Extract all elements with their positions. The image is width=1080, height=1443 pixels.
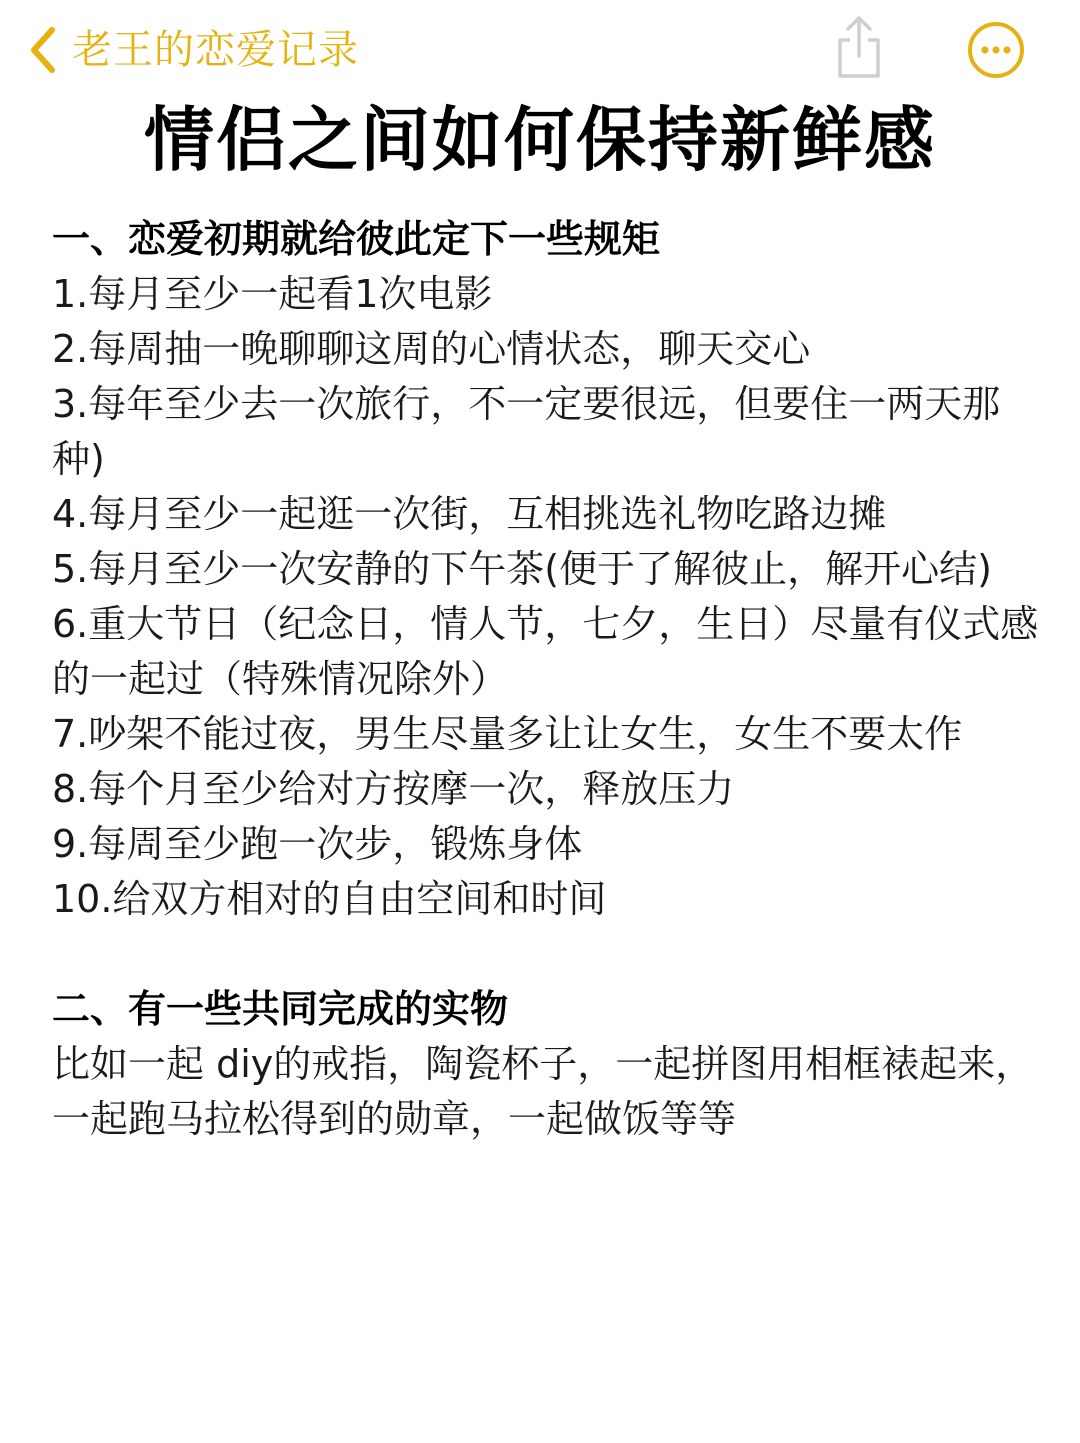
more-icon: [966, 65, 1026, 84]
list-item: 3.每年至少去一次旅行，不一定要很远，但要住一两天那种): [52, 382, 1001, 481]
list-item: 7.吵架不能过夜，男生尽量多让让女生，女生不要太作: [52, 712, 963, 756]
list-item: 2.每周抽一晚聊聊这周的心情状态，聊天交心: [52, 327, 811, 371]
more-button[interactable]: [966, 20, 1026, 80]
back-button-label: 老王的恋爱记录: [72, 27, 359, 73]
section-heading: 二、有一些共同完成的实物: [52, 987, 509, 1031]
share-button[interactable]: [832, 14, 886, 80]
list-item: 6.重大节日（纪念日，情人节，七夕，生日）尽量有仪式感的一起过（特殊情况除外）: [52, 602, 1039, 701]
section-body-text: 比如一起 diy的戒指，陶瓷杯子，一起拼图用相框裱起来，一起跑马拉松得到的勋章，一起做饭等等: [52, 1042, 1034, 1141]
list-item: 9.每周至少跑一次步，锻炼身体: [52, 822, 583, 866]
list-item: 4.每月至少一起逛一次街，互相挑选礼物吃路边摊: [52, 492, 887, 536]
section-heading: 一、恋爱初期就给彼此定下一些规矩: [52, 217, 661, 261]
section-spacer: [52, 927, 1042, 982]
list-item: 5.每月至少一次安静的下午茶(便于了解彼止，解开心结): [52, 547, 992, 591]
share-icon: [832, 65, 886, 84]
navigation-bar: [0, 0, 1080, 100]
back-button[interactable]: [28, 18, 359, 82]
list-item: 1.每月至少一起看1次电影: [52, 272, 493, 316]
note-title: 情侣之间如何保持新鲜感: [144, 99, 936, 181]
note-body: [52, 212, 1042, 1147]
chevron-left-icon: [28, 26, 58, 74]
list-item: 10.给双方相对的自由空间和时间: [52, 877, 607, 921]
list-item: 8.每个月至少给对方按摩一次，释放压力: [52, 767, 735, 811]
